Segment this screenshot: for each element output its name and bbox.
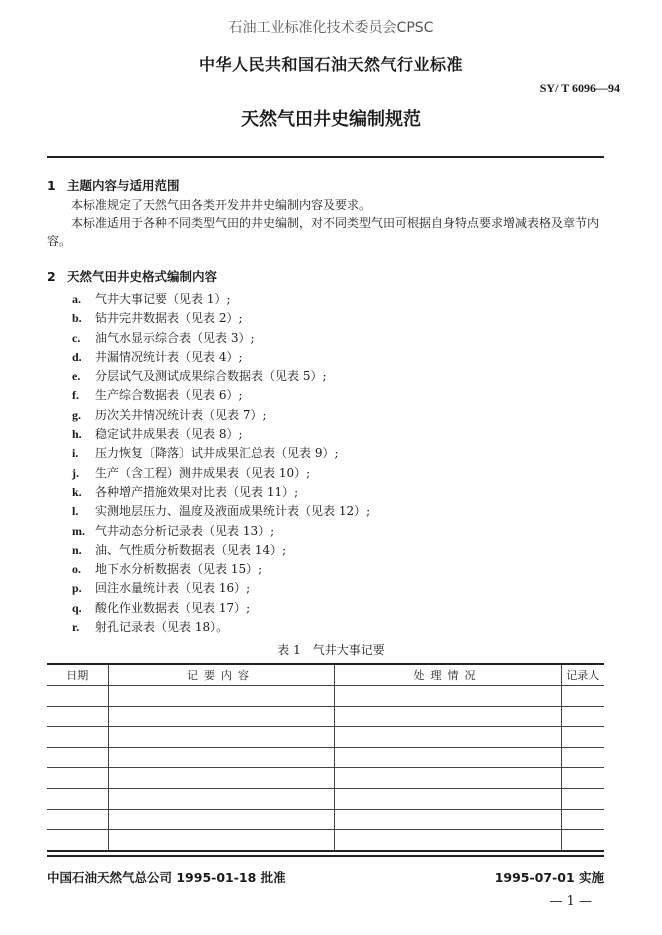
section-2-heading [47, 267, 217, 285]
list-item [72, 290, 370, 309]
section-1-body [47, 196, 604, 250]
table-row [47, 788, 604, 809]
list-item [72, 502, 370, 521]
list-text: 气井动态分析记录表（见表 13）; [95, 523, 275, 538]
table-cell [561, 727, 604, 748]
table-cell [561, 809, 604, 830]
list-text: 油、气性质分析数据表（见表 14）; [95, 542, 287, 557]
table-row [47, 768, 604, 789]
list-marker: d. [72, 349, 82, 364]
list-marker: r. [72, 620, 80, 635]
table-cell [47, 727, 108, 748]
list-text: 钻井完井数据表（见表 2）; [95, 311, 243, 326]
table-header-row [47, 664, 604, 686]
list-text: 回注水量统计表（见表 16）; [95, 581, 251, 596]
list-item [72, 406, 370, 425]
table-1-caption: 表 1 气井大事记要 [277, 643, 385, 657]
list-item [72, 309, 370, 328]
table-cell [108, 747, 334, 768]
table-cell [334, 706, 561, 727]
section-1-heading [47, 176, 180, 194]
list-marker: c. [72, 330, 81, 345]
table-cell [108, 830, 334, 851]
standard-code: SY/ T 6096—94 [539, 81, 620, 95]
list-marker: h. [72, 427, 82, 442]
table-row [47, 809, 604, 830]
list-item [72, 367, 370, 386]
table-cell [108, 809, 334, 830]
list-text: 分层试气及测试成果综合数据表（见表 5）; [95, 369, 327, 384]
table-cell [334, 768, 561, 789]
header-divider [47, 156, 604, 158]
table-row [47, 727, 604, 748]
table-row [47, 830, 604, 851]
implementation-date: 1995-07-01 实施 [494, 870, 604, 885]
list-text: 生产综合数据表（见表 6）; [95, 388, 243, 403]
document-title: 天然气田井史编制规范 [241, 109, 421, 130]
list-text: 实测地层压力、温度及液面成果统计表（见表 12）; [95, 504, 371, 519]
list-marker: n. [72, 542, 82, 557]
table-cell [108, 727, 334, 748]
list-item [72, 599, 370, 618]
section-2-title: 天然气田井史格式编制内容 [67, 269, 218, 284]
list-item [72, 522, 370, 541]
table-cell [334, 830, 561, 851]
table-cell [47, 747, 108, 768]
table-cell [334, 747, 561, 768]
list-marker: a. [72, 292, 81, 306]
list-marker: i. [72, 446, 79, 461]
section-1-paragraph: 本标准规定了天然气田各类开发井井史编制内容及要求。 [71, 198, 372, 212]
table-cell [334, 788, 561, 809]
list-marker: q. [72, 600, 82, 615]
list-item [72, 483, 370, 502]
table-row [47, 686, 604, 707]
column-header-record-content: 记要内容 [108, 664, 334, 686]
table-cell [561, 686, 604, 707]
table-cell [47, 768, 108, 789]
list-marker: f. [72, 388, 79, 403]
list-text: 井漏情况统计表（见表 4）; [95, 349, 243, 364]
list-marker: p. [72, 581, 82, 596]
list-text: 生产（含工程）测井成果表（见表 10）; [95, 465, 311, 480]
list-item [72, 348, 370, 367]
well-events-table [47, 663, 604, 852]
list-item [72, 329, 370, 348]
table-list [72, 290, 370, 637]
table-cell [47, 686, 108, 707]
list-item [72, 541, 370, 560]
list-text: 射孔记录表（见表 18）。 [95, 620, 229, 635]
table-cell [334, 809, 561, 830]
section-1-number: 1 [47, 178, 56, 193]
list-marker: e. [72, 369, 81, 384]
table-cell [561, 830, 604, 851]
section-1-title: 主题内容与适用范围 [67, 178, 180, 193]
list-marker: j. [72, 465, 79, 480]
table-cell [108, 686, 334, 707]
section-1-paragraph: 本标准适用于各种不同类型气田的井史编制，对不同类型气田可根据自身特点要求增减表格及章节内容。 [47, 216, 600, 248]
list-item [72, 618, 370, 637]
list-text: 地下水分析数据表（见表 15）; [95, 562, 263, 577]
table-cell [47, 809, 108, 830]
table-cell [561, 788, 604, 809]
list-text: 酸化作业数据表（见表 17）; [95, 600, 251, 615]
list-marker: b. [72, 311, 82, 326]
list-marker: l. [72, 504, 79, 519]
page-number: — 1 — [549, 894, 592, 909]
list-marker: m. [72, 523, 85, 538]
list-text: 压力恢复〔降落〕试井成果汇总表（见表 9）; [95, 446, 339, 461]
list-item [72, 386, 370, 405]
table-cell [334, 686, 561, 707]
list-text: 历次关井情况统计表（见表 7）; [95, 407, 267, 422]
column-header-recorder: 记录人 [561, 664, 604, 686]
standard-organization: 中华人民共和国石油天然气行业标准 [198, 55, 463, 74]
list-marker: k. [72, 484, 82, 499]
table-cell [334, 727, 561, 748]
table-cell [47, 788, 108, 809]
list-item [72, 560, 370, 579]
list-text: 稳定试井成果表（见表 8）; [95, 427, 243, 442]
list-marker: o. [72, 562, 81, 577]
list-item [72, 464, 370, 483]
column-header-handling: 处理情况 [334, 664, 561, 686]
section-2-number: 2 [47, 269, 56, 284]
list-text: 油气水显示综合表（见表 3）; [95, 330, 255, 345]
table-cell [561, 706, 604, 727]
table-cell [108, 706, 334, 727]
approval-statement: 中国石油天然气总公司 1995-01-18 批准 [47, 870, 286, 885]
list-marker: g. [72, 407, 81, 422]
table-cell [47, 830, 108, 851]
table-cell [47, 706, 108, 727]
footer-divider [47, 855, 604, 857]
table-row [47, 706, 604, 727]
table-cell [108, 788, 334, 809]
list-item [72, 579, 370, 598]
table-cell [561, 747, 604, 768]
watermark-text: 石油工业标准化技术委员会CPSC [228, 20, 434, 36]
list-text: 各种增产措施效果对比表（见表 11）; [95, 484, 299, 499]
list-text: 气井大事记要（见表 1）; [95, 292, 231, 306]
table-cell [561, 768, 604, 789]
list-item [72, 444, 370, 463]
table-row [47, 747, 604, 768]
column-header-date: 日期 [47, 664, 108, 686]
table-cell [108, 768, 334, 789]
list-item [72, 425, 370, 444]
